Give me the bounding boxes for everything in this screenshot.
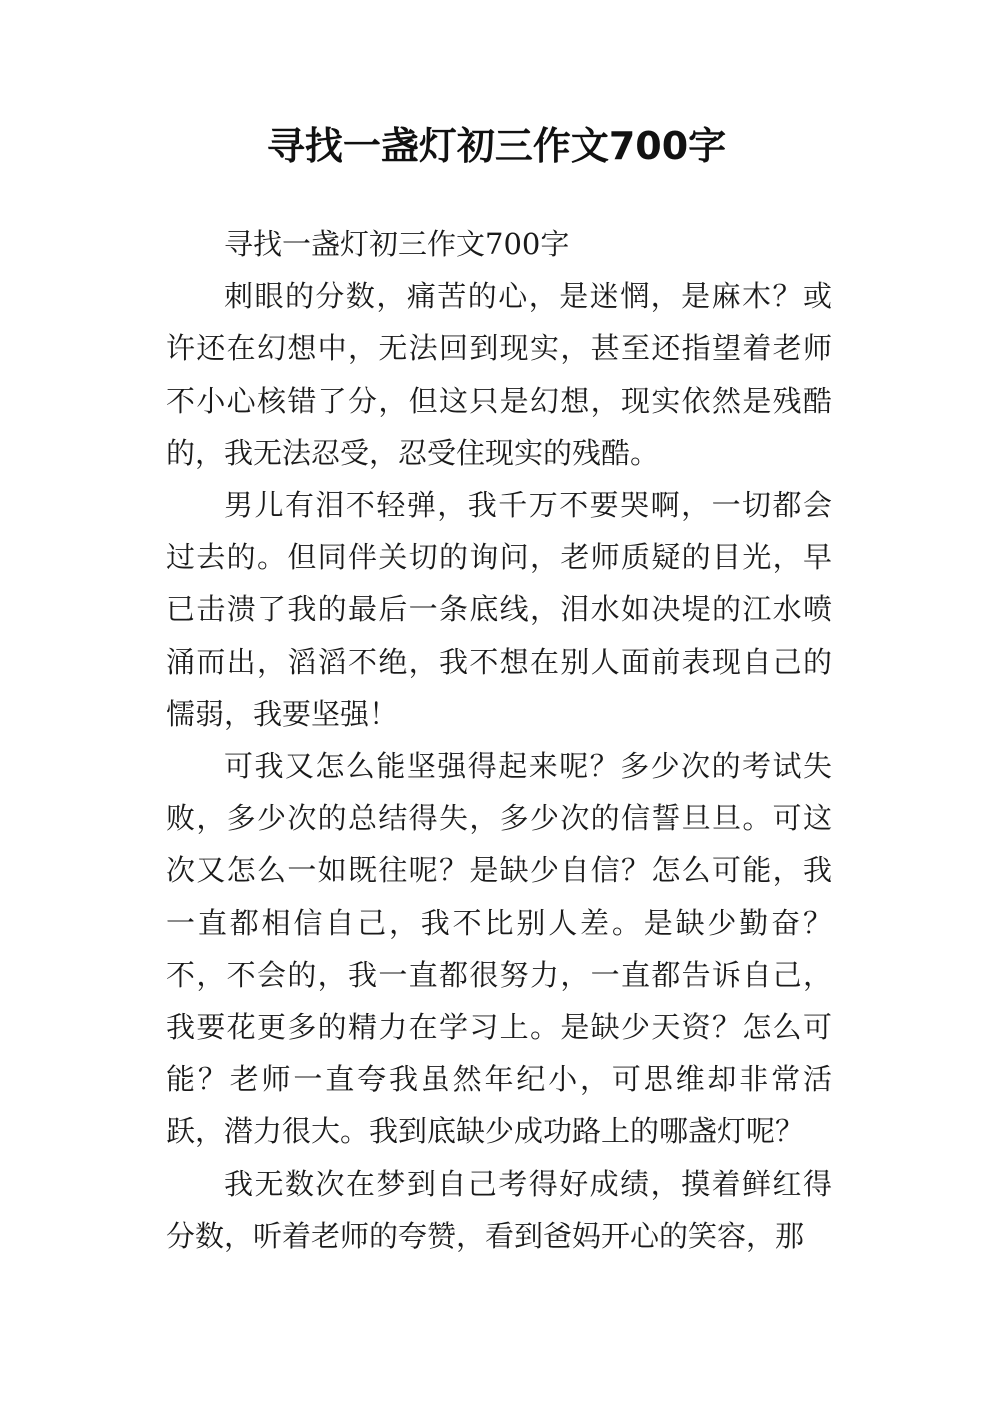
document-title: 寻找一盏灯初三作文700字 <box>266 124 727 168</box>
paragraph: 男儿有泪不轻弹，我千万不要哭啊，一切都会过去的。但同伴关切的询问，老师质疑的目光，早已击溃了我的最后一条底线，泪水如决堤的江水喷涌而出，滔滔不绝，我不想在别人面前表现自己的懦弱，我要坚强！ <box>166 488 832 731</box>
paragraph: 我无数次在梦到自己考得好成绩，摸着鲜红得分数，听着老师的夸赞，看到爸妈开心的笑容，那 <box>166 1166 832 1253</box>
paragraph: 可我又怎么能坚强得起来呢？多少次的考试失败，多少次的总结得失，多少次的信誓旦旦。可这次又怎么一如既往呢？是缺少自信？怎么可能，我一直都相信自己，我不比别人差。是缺少勤奋？不，不会的，我一直都很努力，一直都告诉自己，我要花更多的精力在学习上。是缺少天资？怎么可能？老师一直夸我虽然年纪小，可思维却非常活跃，潜力很大。我到底缺少成功路上的哪盏灯呢？ <box>166 749 832 1149</box>
document-body <box>166 218 832 1262</box>
paragraph-subtitle: 寻找一盏灯初三作文700字 <box>224 227 570 261</box>
paragraph: 刺眼的分数，痛苦的心，是迷惘，是麻木？或许还在幻想中，无法回到现实，甚至还指望着老师不小心核错了分，但这只是幻想，现实依然是残酷的，我无法忍受，忍受住现实的残酷。 <box>166 279 832 470</box>
